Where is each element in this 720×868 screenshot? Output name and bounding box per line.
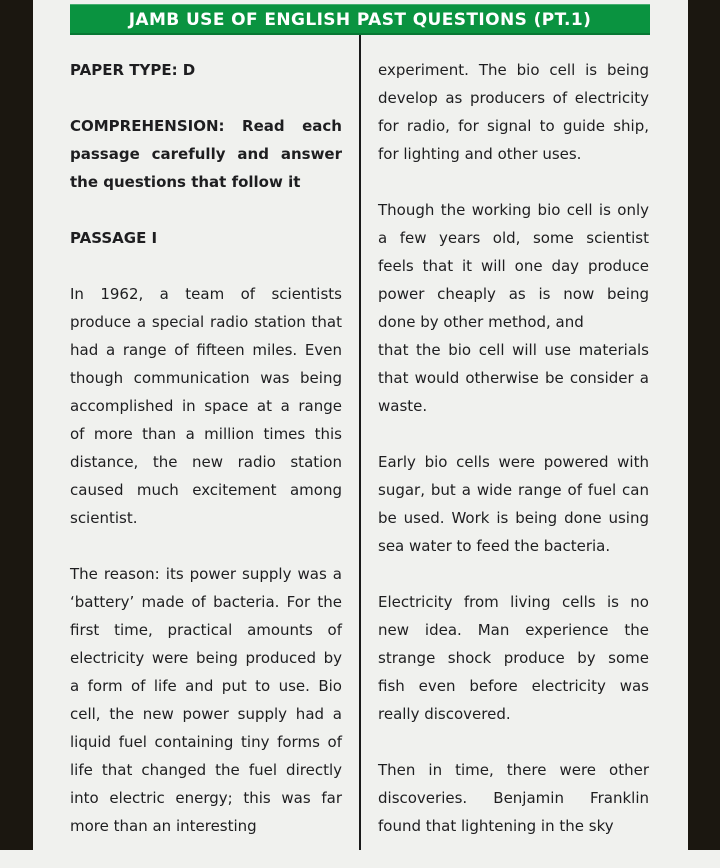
paper-type-heading: PAPER TYPE: D [70, 61, 196, 79]
column-divider [359, 35, 361, 850]
passage-paragraph-continuation: that the bio cell will use materials that would otherwise be consider a waste. [378, 341, 649, 415]
left-column [70, 56, 342, 868]
passage-paragraph: In 1962, a team of scientists produce a special radio station that had a range of fifteen miles. Even though communication was being accomplished in space at a range of more than a million times this distance, the new radio station caused much excitement among scientist. [70, 285, 342, 527]
passage-paragraph: Though the working bio cell is only a few years old, some scientist feels that it will one day produce power cheaply as is now being done by other method, and [378, 201, 649, 331]
right-frame-bar [688, 0, 720, 850]
right-column [378, 56, 649, 868]
passage-heading: PASSAGE I [70, 229, 158, 247]
passage-paragraph: Electricity from living cells is no new idea. Man experience the strange shock produce by some fish even before electricity was really discovered. [378, 593, 649, 723]
passage-paragraph: Early bio cells were powered with sugar, but a wide range of fuel can be used. Work is being done using sea water to feed the bacteria. [378, 453, 649, 555]
passage-paragraph: Then in time, there were other discoveries. Benjamin Franklin found that lightening in the sky [378, 761, 649, 835]
passage-paragraph: experiment. The bio cell is being develop as producers of electricity for radio, for signal to guide ship, for lighting and other uses. [378, 61, 649, 163]
left-frame-bar [0, 0, 33, 850]
passage-paragraph: The reason: its power supply was a ‘battery’ made of bacteria. For the first time, practical amounts of electricity were being produced by a form of life and put to use. Bio cell, the new power supply had a liquid fuel containing tiny forms of life that changed the fuel directly into electric energy; this was far more than an interesting [70, 565, 342, 835]
comprehension-instruction: COMPREHENSION: Read each passage carefully and answer the questions that follow it [70, 117, 342, 191]
header-banner [70, 4, 650, 35]
page-title: JAMB USE OF ENGLISH PAST QUESTIONS (PT.1) [128, 9, 592, 30]
